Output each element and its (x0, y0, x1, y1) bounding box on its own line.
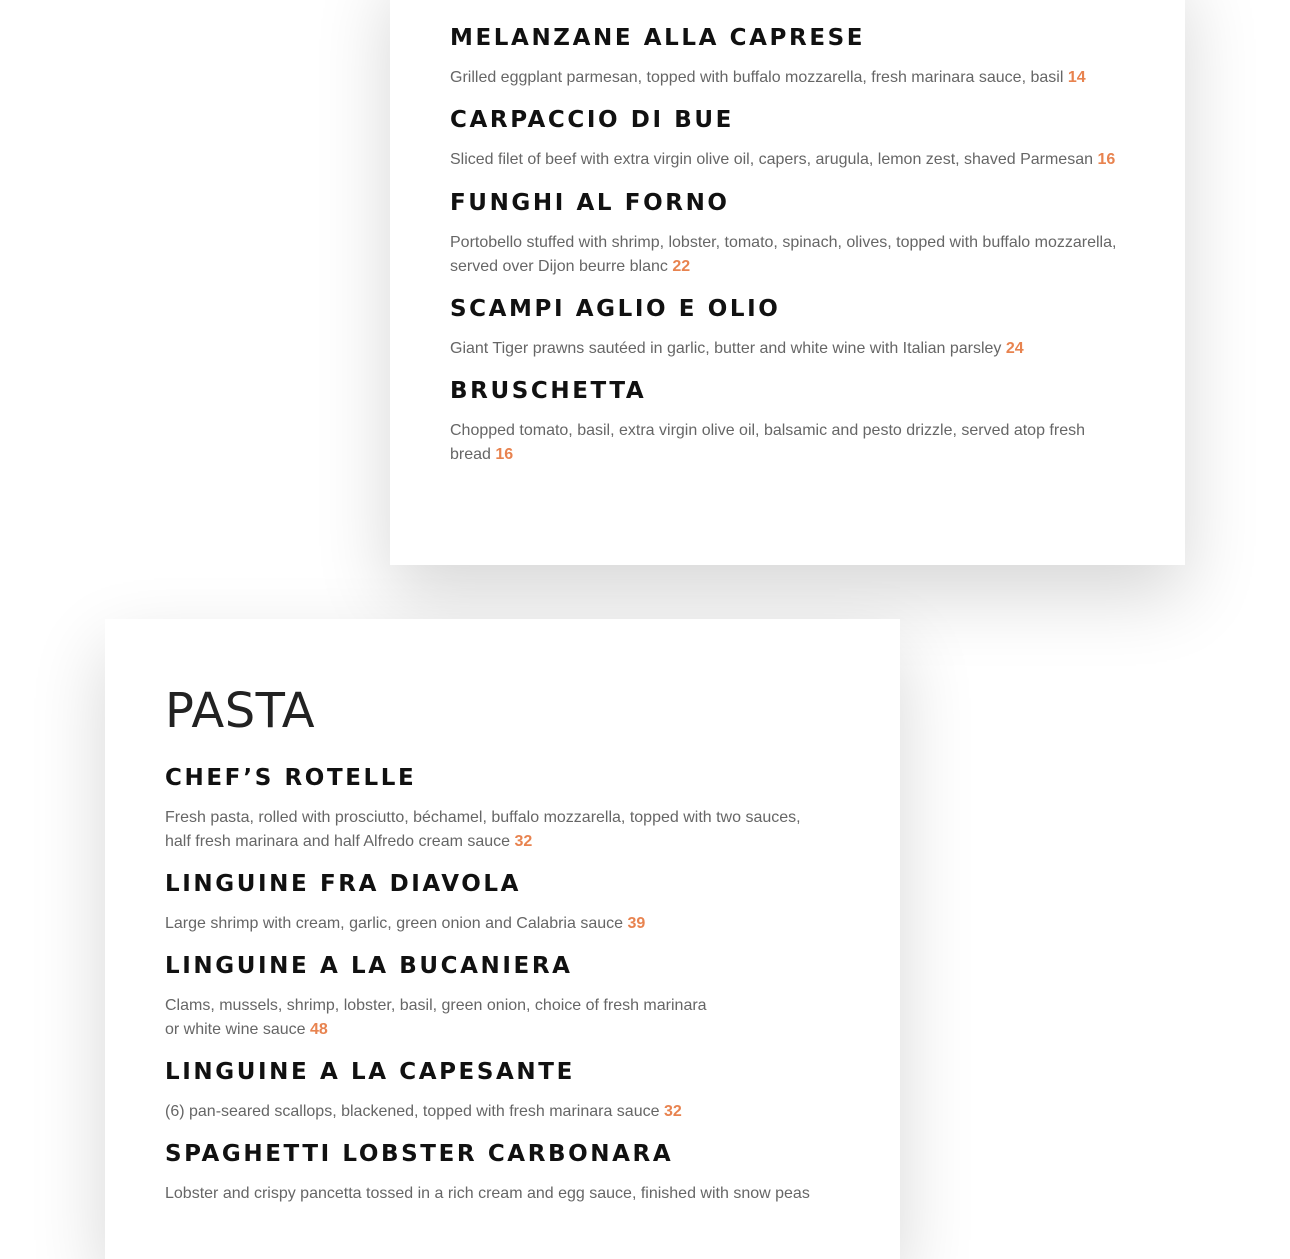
menu-item-price: 16 (1097, 151, 1116, 168)
section-title: PASTA (165, 683, 316, 739)
menu-item-description: Fresh pasta, rolled with prosciutto, béchamel, buffalo mozzarella, topped with two sauces, half fresh marinara and half Alfredo cream sauce 32 (165, 809, 801, 850)
menu-item-description: Chopped tomato, basil, extra virgin olive oil, balsamic and pesto drizzle, served atop fresh bread 16 (450, 422, 1085, 463)
menu-item-name: FUNGHI AL FORNO (450, 190, 730, 216)
menu-item (165, 1057, 682, 1124)
menu-item (450, 188, 1130, 279)
menu-item-description: Grilled eggplant parmesan, topped with buffalo mozzarella, fresh marinara sauce, basil 14 (450, 69, 1086, 86)
menu-item-name: LINGUINE A LA BUCANIERA (165, 953, 573, 979)
menu-item-name: LINGUINE A LA CAPESANTE (165, 1059, 575, 1085)
menu-item (450, 376, 1100, 467)
menu-item-name: SPAGHETTI LOBSTER CARBONARA (165, 1141, 674, 1167)
menu-item-price: 24 (1005, 340, 1024, 357)
menu-item-price: 39 (627, 915, 646, 932)
menu-item-description: Giant Tiger prawns sautéed in garlic, butter and white wine with Italian parsley 24 (450, 340, 1024, 357)
menu-item-description: Large shrimp with cream, garlic, green onion and Calabria sauce 39 (165, 915, 646, 932)
antipasti-menu-card (390, 0, 1185, 565)
menu-item (450, 294, 1024, 361)
menu-item (165, 1139, 845, 1206)
pasta-menu-card (105, 619, 900, 1259)
menu-item (450, 105, 1115, 172)
menu-item (450, 23, 1086, 90)
menu-item-name: BRUSCHETTA (450, 378, 647, 404)
menu-item-price: 14 (1067, 69, 1086, 86)
menu-item (165, 763, 815, 854)
menu-item-name: LINGUINE FRA DIAVOLA (165, 871, 522, 897)
menu-item-price: 16 (495, 446, 514, 463)
menu-item (165, 951, 725, 1042)
menu-item (165, 869, 645, 936)
menu-item-name: CHEF’S ROTELLE (165, 765, 417, 791)
menu-item-name: CARPACCIO DI BUE (450, 107, 734, 133)
menu-item-price: 22 (672, 258, 691, 275)
menu-item-price: 32 (663, 1103, 682, 1120)
menu-item-price: 32 (514, 833, 533, 850)
menu-item-description: Sliced filet of beef with extra virgin olive oil, capers, arugula, lemon zest, shaved Parmesan 16 (450, 151, 1116, 168)
menu-item-name: SCAMPI AGLIO E OLIO (450, 296, 781, 322)
menu-item-description: Lobster and crispy pancetta tossed in a rich cream and egg sauce, finished with snow peas (165, 1185, 810, 1202)
menu-item-description: Portobello stuffed with shrimp, lobster, tomato, spinach, olives, topped with buffalo mozzarella, served over Dijon beurre blanc 22 (450, 234, 1117, 275)
clipped-menu-item-description (450, 0, 1150, 4)
menu-item-description: (6) pan-seared scallops, blackened, topped with fresh marinara sauce 32 (165, 1103, 682, 1120)
menu-item-name: MELANZANE ALLA CAPRESE (450, 25, 866, 51)
menu-item-description: Clams, mussels, shrimp, lobster, basil, green onion, choice of fresh marinara or white wine sauce 48 (165, 997, 707, 1038)
menu-item-price: 48 (309, 1021, 328, 1038)
